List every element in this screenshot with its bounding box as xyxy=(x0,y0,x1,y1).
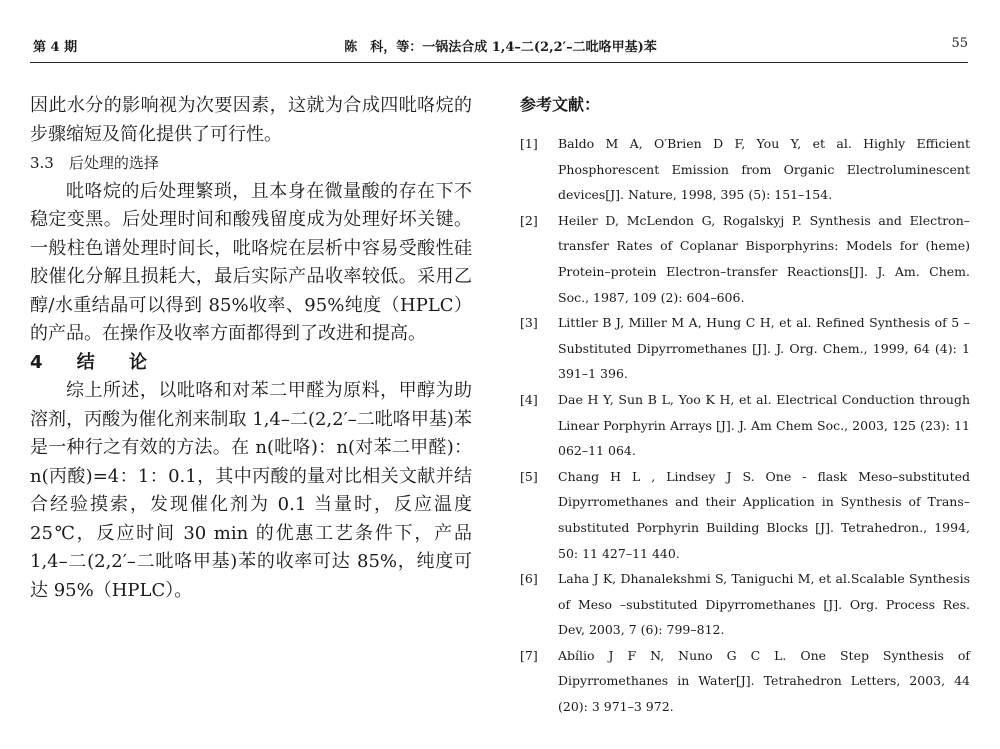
reference-text: Abílio J F N, Nuno G C L. One Step Synthesis of Dipyrromethanes in Water[J]. Tetrahedron Letters, 2003, 44 (20): 3 971–3 972. xyxy=(558,647,970,715)
reference-number: [2] xyxy=(520,212,538,228)
reference-item xyxy=(518,643,970,720)
reference-number: [1] xyxy=(520,136,538,151)
reference-number: [7] xyxy=(520,647,538,663)
reference-number: [4] xyxy=(520,391,538,407)
reference-item xyxy=(518,464,970,566)
left-column xyxy=(30,92,472,605)
issue-number: 第 4 期 xyxy=(33,40,78,55)
reference-item xyxy=(518,387,970,464)
reference-text: Littler B J, Miller M A, Hung C H, et al. Refined Synthesis of 5 –Substituted Dipyrromethanes [J]. J. Org. Chem., 1999, 64 (4): 1 391–1 396. xyxy=(558,315,970,382)
section-heading: 4 结 论 xyxy=(30,351,162,373)
reference-item xyxy=(518,310,970,387)
reference-text: Baldo M A, O′Brien D F, You Y, et al. Highly Efficient Phosphorescent Emission from Organic Electroluminescent devices[J]. Nature, 1998, 395 (5): 151–154. xyxy=(558,136,970,203)
reference-item xyxy=(518,208,970,310)
references-column xyxy=(518,92,970,720)
reference-number: [5] xyxy=(520,468,538,484)
references-title: 参考文献： xyxy=(520,95,601,114)
running-title: 陈 科，等：一锅法合成 1,4–二(2,2′–二吡咯甲基)苯 xyxy=(344,40,657,55)
subsection-heading: 3.3 后处理的选择 xyxy=(30,154,159,172)
reference-number: [6] xyxy=(520,571,538,587)
page-header xyxy=(33,30,968,60)
body-paragraph: 吡咯烷的后处理繁琐，且本身在微量酸的存在下不稳定变黑。后处理时间和酸残留度成为处理好坏关键。一般柱色谱处理时间长，吡咯烷在层析中容易受酸性硅胶催化分解且损耗大，最后实际产品收率较低。采用乙醇/水重结晶可以得到 85%收率、95%纯度（HPLC）的产品。在操作及收率方面都得到了改进和提高。 xyxy=(30,180,472,344)
header-rule xyxy=(30,62,968,63)
body-paragraph: 因此水分的影响视为次要因素，这就为合成四吡咯烷的步骤缩短及简化提供了可行性。 xyxy=(30,95,472,145)
reference-number: [3] xyxy=(520,315,538,331)
page-number: 55 xyxy=(951,36,968,51)
reference-text: Laha J K, Dhanalekshmi S, Taniguchi M, et al.Scalable Synthesis of Meso –substituted Dipyrromethanes [J]. Org. Process Res. Dev, 2003, 7 (6): 799–812. xyxy=(558,571,970,638)
reference-text: Dae H Y, Sun B L, Yoo K H, et al. Electrical Conduction through Linear Porphyrin Arrays [J]. J. Am Chem Soc., 2003, 125 (23): 11 062–11 064. xyxy=(558,391,970,459)
reference-item xyxy=(518,131,970,208)
body-paragraph: 综上所述，以吡咯和对苯二甲醛为原料，甲醇为助溶剂，丙酸为催化剂来制取 1,4–二(2,2′–二吡咯甲基)苯是一种行之有效的方法。在 n(吡咯)：n(对苯二甲醛)：n(丙酸)=4：1：0.1，其中丙酸的量对比相关文献并结合经验摸索，发现催化剂为 0.1 当量时，反应温度 25℃，反应时间 30 min 的优惠工艺条件下，产品 1,4–二(2,2′–二吡咯甲基)苯的收率可达 85%，纯度可达 95%（HPLC）。 xyxy=(30,380,472,601)
reference-text: Chang H L , Lindsey J S. One - flask Meso–substituted Dipyrromethanes and their Application in Synthesis of Trans–substituted Porphyrin Building Blocks [J]. Tetrahedron., 1994, 50: 11 427–11 440. xyxy=(558,468,970,561)
reference-text: Heiler D, McLendon G, Rogalskyj P. Synthesis and Electron–transfer Rates of Coplanar Bisporphyrins: Models for (heme) Protein–protein Electron–transfer Reactions[J]. J. Am. Chem. Soc., 1987, 109 (2): 604–606. xyxy=(558,212,970,305)
reference-item xyxy=(518,566,970,643)
